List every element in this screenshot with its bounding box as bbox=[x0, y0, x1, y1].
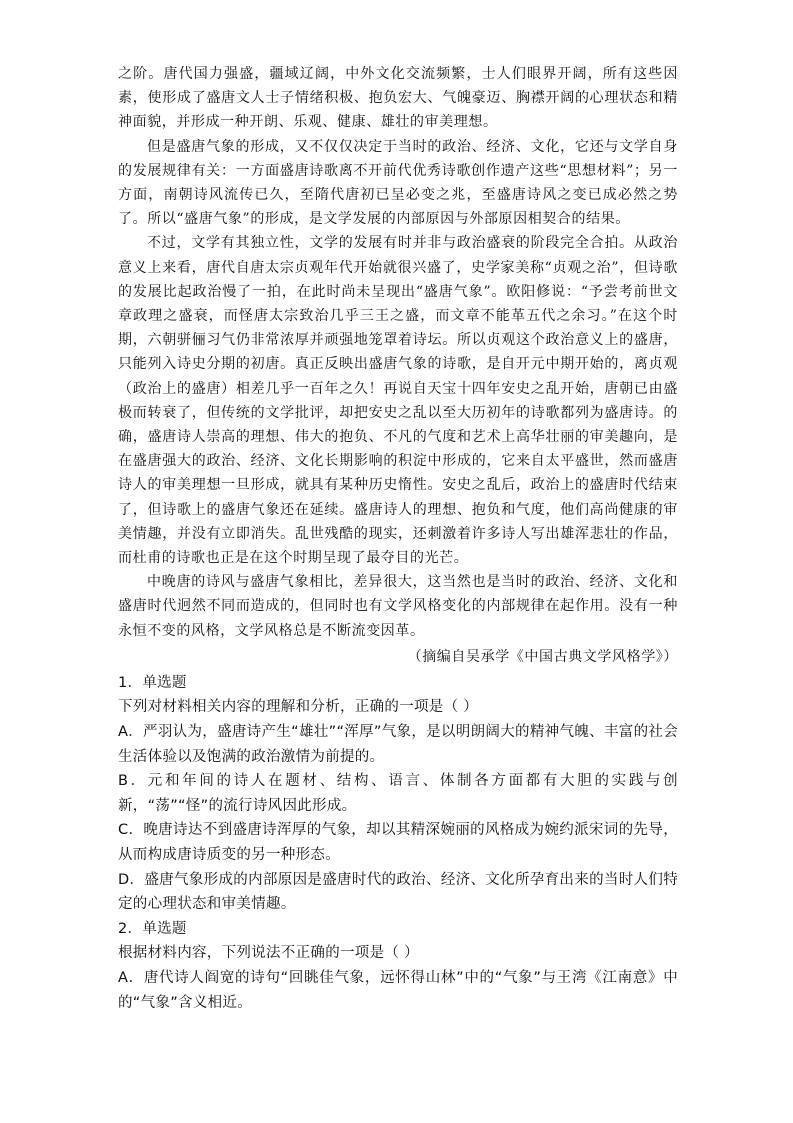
option-a[interactable]: A．唐代诗人阎宽的诗句“回眺佳气象，远怀得山林”中的“气象”与王湾《江南意》中的“气象”含义相近。 bbox=[118, 970, 678, 1011]
passage-paragraph: 但是盛唐气象的形成，又不仅仅决定于当时的政治、经济、文化，它还与文学自身的发展规律有关：一方面盛唐诗歌离不开前代优秀诗歌创作遗产这些“思想材料”；另一方面，南朝诗风流传已久，至隋代唐初已呈必变之兆，至盛唐诗风之变已成必然之势了。所以“盛唐气象”的形成，是文学发展的内部原因与外部原因相契合的结果。 bbox=[118, 138, 678, 228]
option-d[interactable]: D．盛唐气象形成的内部原因是盛唐时代的政治、经济、文化所孕育出来的当时人们特定的心理状态和审美情趣。 bbox=[118, 871, 678, 913]
option-b[interactable]: B．元和年间的诗人在题材、结构、语言、体制各方面都有大胆的实践与创新，“荡”“怪”的流行诗风因此形成。 bbox=[118, 773, 678, 814]
passage-paragraph: 之阶。唐代国力强盛，疆域辽阔，中外文化交流频繁，士人们眼界开阔，所有这些因素，使形成了盛唐文人士子情绪积极、抱负宏大、气魄豪迈、胸襟开阔的心理状态和精神面貌，并形成一种开朗、乐观、健康、雄壮的审美理想。 bbox=[118, 66, 678, 131]
question-stem: 下列对材料相关内容的理解和分析，正确的一项是（ ） bbox=[118, 699, 479, 716]
document-page bbox=[118, 62, 678, 1015]
question-list bbox=[118, 671, 678, 1015]
reading-passage bbox=[118, 62, 678, 669]
passage-source: （摘编自吴承学《中国古典文学风格学》） bbox=[407, 648, 678, 665]
question-2 bbox=[118, 917, 678, 1015]
passage-paragraph: 中晚唐的诗风与盛唐气象相比，差异很大，这当然也是当时的政治、经济、文化和盛唐时代迥然不同而造成的，但同时也有文学风格变化的内部规律在起作用。没有一种永恒不变的风格，文学风格总是不断流变因革。 bbox=[118, 574, 678, 639]
question-type: 2．单选题 bbox=[118, 920, 187, 937]
passage-paragraph: 不过，文学有其独立性，文学的发展有时并非与政治盛衰的阶段完全合拍。从政治意义上来看，唐代自唐太宗贞观年代开始就很兴盛了，史学家美称“贞观之治”，但诗歌的发展比起政治慢了一拍，在此时尚未呈现出“盛唐气象”。欧阳修说：“予尝考前世文章政理之盛衰，而怪唐太宗致治几乎三王之盛，而文章不能革五代之余习。”在这个时期，六朝骈俪习气仍非常浓厚并顽强地笼罩着诗坛。所以贞观这个政治意义上的盛唐，只能列入诗史分期的初唐。真正反映出盛唐气象的诗歌，是自开元中期开始的，离贞观（政治上的盛唐）相差几乎一百年之久！再说自天宝十四年安史之乱开始，唐朝已由盛极而转衰了，但传统的文学批评，却把安史之乱以至大历初年的诗歌都列为盛唐诗。的确，盛唐诗人崇高的理想、伟大的抱负、不凡的气度和艺术上高华壮丽的审美趣向，是在盛唐强大的政治、经济、文化长期影响的积淀中形成的，它来自太平盛世，然而盛唐诗人的审美理想一旦形成，就具有某种历史惰性。安史之乱后，政治上的盛唐时代结束了，但诗歌上的盛唐气象还在延续。盛唐诗人的理想、抱负和气度，他们高尚健康的审美情趣，并没有立即消失。乱世残酷的现实，还刺激着许多诗人写出雄浑悲壮的作品，而杜甫的诗歌也正是在这个时期呈现了最夺目的光芒。 bbox=[118, 235, 678, 567]
option-a[interactable]: A．严羽认为，盛唐诗产生“雄壮”“浑厚”气象，是以明朗阔大的精神气魄、丰富的社会生活体验以及饱满的政治激情为前提的。 bbox=[118, 724, 678, 765]
question-type: 1．单选题 bbox=[118, 674, 187, 691]
question-1 bbox=[118, 671, 678, 917]
option-c[interactable]: C．晚唐诗达不到盛唐诗浑厚的气象，却以其精深婉丽的风格成为婉约派宋词的先导，从而构成唐诗质变的另一种形态。 bbox=[118, 822, 678, 864]
question-stem: 根据材料内容，下列说法不正确的一项是（ ） bbox=[118, 945, 419, 962]
